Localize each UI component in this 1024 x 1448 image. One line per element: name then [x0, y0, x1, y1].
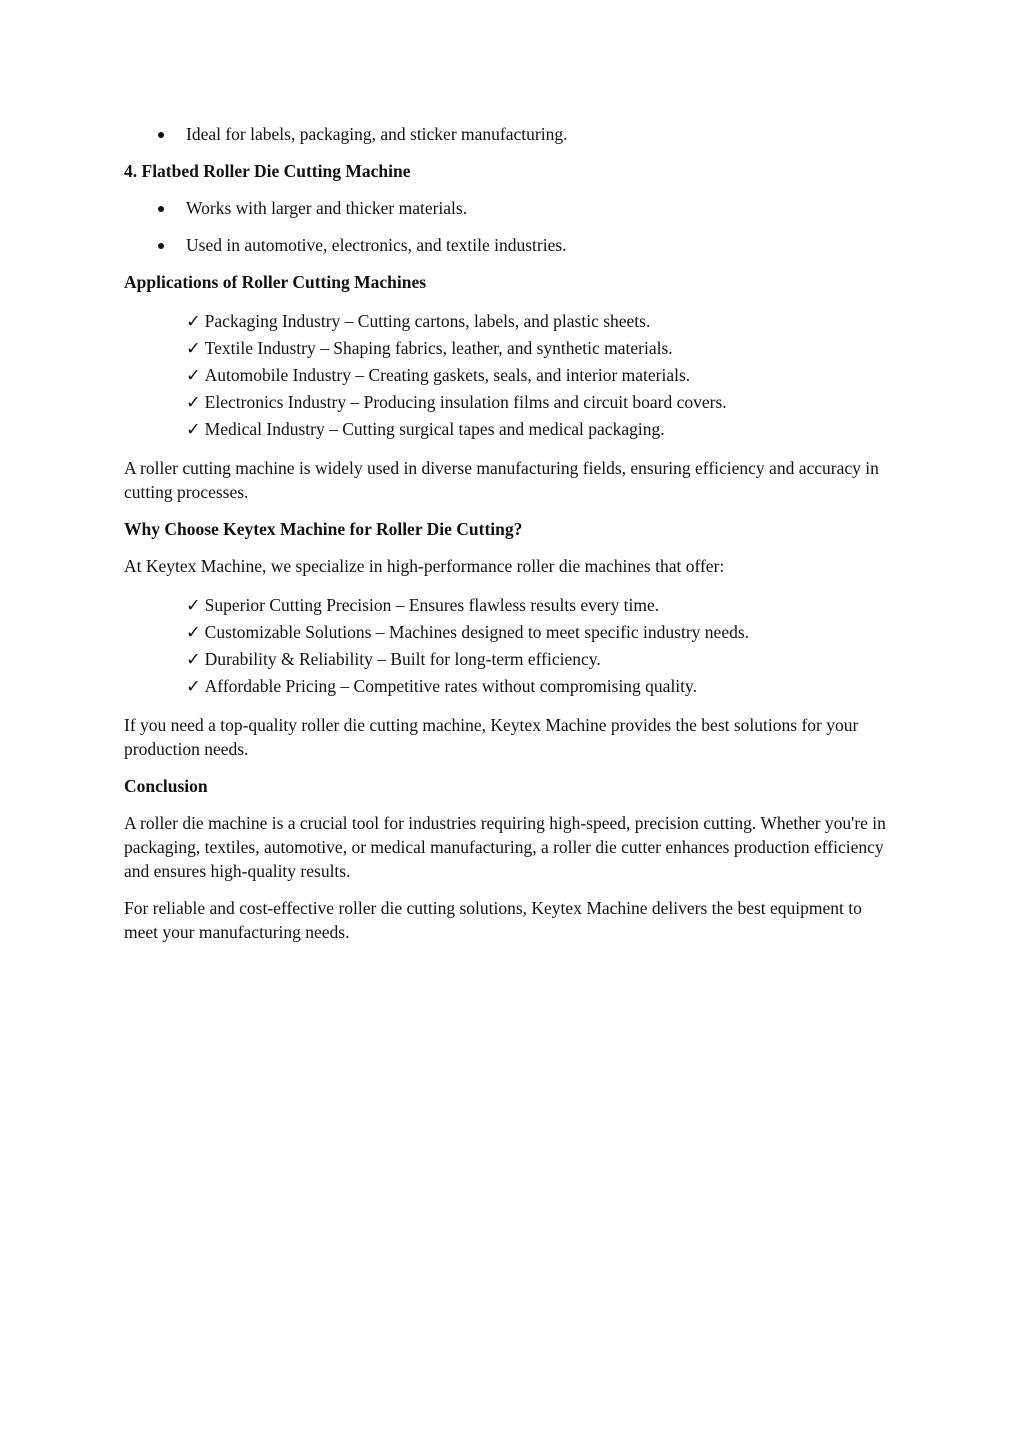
list-item: ✓ Medical Industry – Cutting surgical tapes and medical packaging.: [186, 416, 894, 443]
section-heading-applications: Applications of Roller Cutting Machines: [124, 272, 427, 292]
list-item: ✓ Superior Cutting Precision – Ensures flawless results every time.: [186, 592, 894, 619]
document-content: [124, 122, 894, 957]
check-icon: ✓: [186, 622, 201, 642]
list-item: ✓ Durability & Reliability – Built for long-term efficiency.: [186, 646, 894, 673]
list-item: ✓ Affordable Pricing – Competitive rates without compromising quality.: [186, 673, 894, 700]
check-list: [186, 308, 894, 443]
check-list: [186, 592, 894, 700]
section-heading-conclusion: Conclusion: [124, 776, 208, 796]
check-icon: ✓: [186, 595, 201, 615]
check-icon: ✓: [186, 419, 201, 439]
bullet-icon: [158, 243, 164, 249]
why-intro: At Keytex Machine, we specialize in high-performance roller die machines that offer:: [124, 556, 725, 576]
list-item: ✓ Textile Industry – Shaping fabrics, leather, and synthetic materials.: [186, 335, 894, 362]
list-item: ✓ Packaging Industry – Cutting cartons, labels, and plastic sheets.: [186, 308, 894, 335]
check-icon: ✓: [186, 311, 201, 331]
why-paragraph: If you need a top-quality roller die cutting machine, Keytex Machine provides the best solutions for your production needs.: [124, 715, 859, 759]
list-item: ✓ Customizable Solutions – Machines designed to meet specific industry needs.: [186, 619, 894, 646]
list-item: Ideal for labels, packaging, and sticker manufacturing.: [124, 122, 894, 146]
conclusion-paragraph: For reliable and cost-effective roller die cutting solutions, Keytex Machine delivers the best equipment to meet your manufacturing needs.: [124, 898, 862, 942]
bullet-icon: [158, 206, 164, 212]
section-heading-flatbed: 4. Flatbed Roller Die Cutting Machine: [124, 161, 411, 181]
bullet-list: [124, 196, 894, 257]
section-heading-why: Why Choose Keytex Machine for Roller Die Cutting?: [124, 519, 523, 539]
check-icon: ✓: [186, 338, 201, 358]
list-item: ✓ Electronics Industry – Producing insulation films and circuit board covers.: [186, 389, 894, 416]
bullet-icon: [158, 132, 164, 138]
conclusion-paragraph: A roller die machine is a crucial tool for industries requiring high-speed, precision cutting. Whether you're in packaging, textiles, automotive, or medical manufacturing, a roller die cutter enhances production efficiency and ensures high-quality results.: [124, 813, 886, 881]
bullet-list: [124, 122, 894, 146]
list-item: Works with larger and thicker materials.: [124, 196, 894, 220]
applications-paragraph: A roller cutting machine is widely used in diverse manufacturing fields, ensuring efficiency and accuracy in cutting processes.: [124, 458, 879, 502]
check-icon: ✓: [186, 365, 201, 385]
check-icon: ✓: [186, 649, 201, 669]
list-item: Used in automotive, electronics, and textile industries.: [124, 233, 894, 257]
list-item: ✓ Automobile Industry – Creating gaskets, seals, and interior materials.: [186, 362, 894, 389]
check-icon: ✓: [186, 676, 201, 696]
check-icon: ✓: [186, 392, 201, 412]
